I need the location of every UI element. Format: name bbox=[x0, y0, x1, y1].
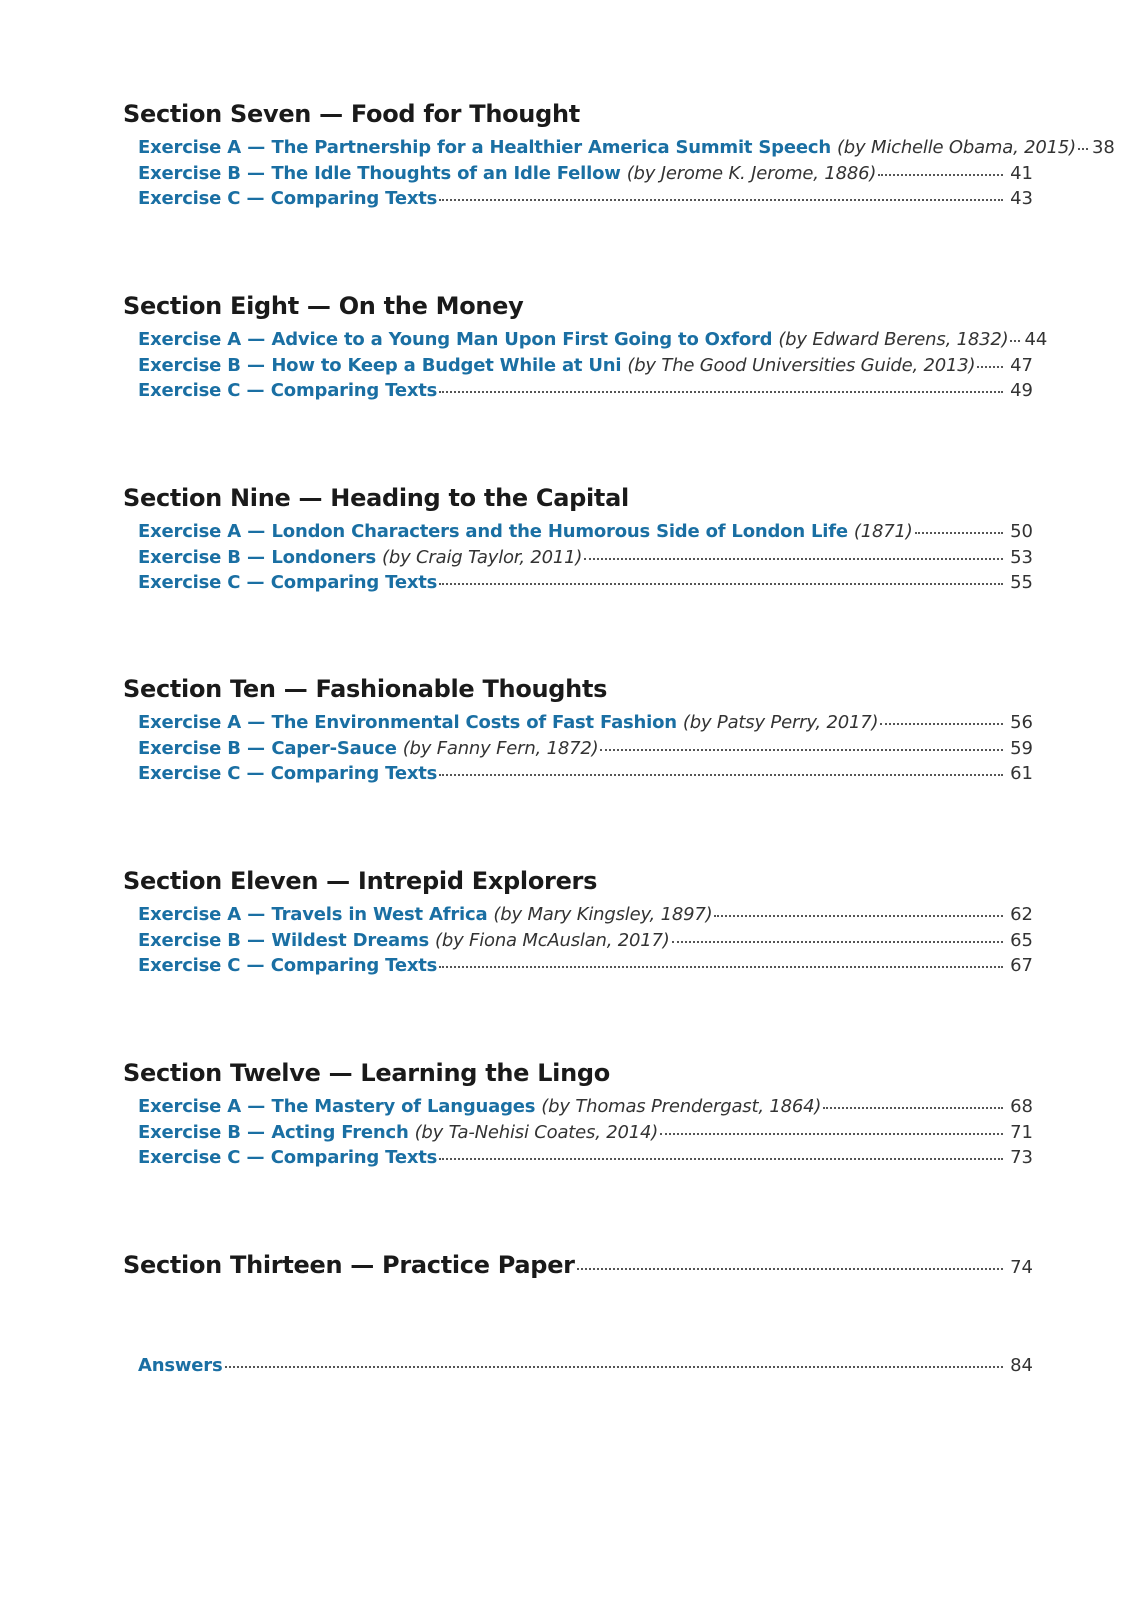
page-number: 53 bbox=[1010, 546, 1033, 568]
exercise-author: (by Jerome K. Jerome, 1886) bbox=[626, 162, 877, 184]
separator: — bbox=[246, 572, 265, 593]
section-eleven bbox=[123, 863, 1033, 979]
toc-entry[interactable] bbox=[138, 353, 1033, 379]
section-title: Section Seven — Food for Thought bbox=[123, 100, 580, 128]
page-number: 55 bbox=[1010, 572, 1033, 593]
dot-leader bbox=[915, 531, 1003, 534]
exercise-label: Exercise A bbox=[138, 712, 241, 733]
exercise-author: (by Thomas Prendergast, 1864) bbox=[541, 1096, 822, 1117]
exercise-label: Exercise B bbox=[138, 546, 241, 568]
page-number: 74 bbox=[1010, 1257, 1033, 1278]
toc-entry[interactable] bbox=[138, 928, 1033, 954]
page-number: 67 bbox=[1010, 955, 1033, 976]
toc-entry[interactable] bbox=[138, 710, 1033, 736]
section-title: Section Eight — On the Money bbox=[123, 292, 524, 320]
exercise-label: Exercise C bbox=[138, 380, 241, 401]
page-number: 61 bbox=[1010, 763, 1033, 784]
answers-label[interactable]: Answers bbox=[138, 1355, 223, 1376]
section-title: Section Eleven — Intrepid Explorers bbox=[123, 867, 598, 895]
dot-leader bbox=[439, 582, 1003, 585]
separator: — bbox=[247, 546, 266, 568]
page-number: 65 bbox=[1010, 929, 1033, 951]
page-number: 62 bbox=[1010, 904, 1033, 925]
exercise-author: (by Fiona McAuslan, 2017) bbox=[435, 929, 670, 951]
page-number: 41 bbox=[1010, 162, 1033, 184]
exercise-label: Exercise B bbox=[138, 1121, 241, 1143]
toc-entry[interactable] bbox=[138, 902, 1033, 928]
exercise-title[interactable]: The Environmental Costs of Fast Fashion bbox=[271, 712, 677, 733]
page-number: 68 bbox=[1010, 1096, 1033, 1117]
separator: — bbox=[247, 354, 266, 376]
separator: — bbox=[247, 929, 266, 951]
exercise-title[interactable]: The Partnership for a Healthier America Summit Speech bbox=[271, 137, 831, 158]
exercise-title[interactable]: How to Keep a Budget While at Uni bbox=[271, 354, 622, 376]
toc-entry[interactable] bbox=[138, 545, 1033, 571]
separator: — bbox=[247, 162, 266, 184]
page-number: 43 bbox=[1010, 188, 1033, 209]
exercise-label: Exercise B bbox=[138, 162, 241, 184]
exercise-author: (by The Good Universities Guide, 2013) bbox=[627, 354, 976, 376]
exercise-label: Exercise C bbox=[138, 1147, 241, 1168]
exercise-author: (by Patsy Perry, 2017) bbox=[682, 712, 879, 733]
separator: — bbox=[246, 1147, 265, 1168]
dot-leader bbox=[439, 773, 1003, 776]
toc-entry[interactable] bbox=[138, 378, 1033, 404]
dot-leader bbox=[600, 748, 1003, 751]
section-title[interactable]: Section Thirteen — Practice Paper bbox=[123, 1251, 575, 1279]
page-number: 56 bbox=[1010, 712, 1033, 733]
section-title: Section Nine — Heading to the Capital bbox=[123, 484, 629, 512]
exercise-author: (by Ta-Nehisi Coates, 2014) bbox=[414, 1121, 659, 1143]
separator: — bbox=[247, 712, 266, 733]
dot-leader bbox=[878, 173, 1003, 176]
exercise-label: Exercise B bbox=[138, 737, 241, 759]
exercise-label: Exercise A bbox=[138, 137, 241, 158]
exercise-title[interactable]: Comparing Texts bbox=[270, 188, 438, 209]
exercise-title[interactable]: Advice to a Young Man Upon First Going to Oxford bbox=[271, 329, 773, 350]
exercise-title[interactable]: Acting French bbox=[271, 1121, 409, 1143]
separator: — bbox=[246, 380, 265, 401]
dot-leader bbox=[439, 1157, 1003, 1160]
toc-entry[interactable] bbox=[138, 186, 1033, 212]
answers-entry[interactable] bbox=[138, 1355, 1033, 1376]
exercise-label: Exercise C bbox=[138, 763, 241, 784]
exercise-author: (by Craig Taylor, 2011) bbox=[382, 546, 583, 568]
section-title: Section Twelve — Learning the Lingo bbox=[123, 1059, 610, 1087]
separator: — bbox=[246, 763, 265, 784]
toc-entry[interactable] bbox=[138, 1120, 1033, 1146]
exercise-author: (by Edward Berens, 1832) bbox=[778, 329, 1009, 350]
page-number: 44 bbox=[1024, 329, 1048, 350]
exercise-title[interactable]: London Characters and the Humorous Side of London Life bbox=[271, 521, 848, 542]
exercise-author: (by Michelle Obama, 2015) bbox=[836, 137, 1076, 158]
exercise-author: (1871) bbox=[853, 521, 913, 542]
dot-leader bbox=[880, 722, 1003, 725]
exercise-label: Exercise C bbox=[138, 188, 241, 209]
toc-entry[interactable] bbox=[138, 736, 1033, 762]
page-number: 50 bbox=[1010, 521, 1033, 542]
exercise-title[interactable]: Caper-Sauce bbox=[271, 737, 397, 759]
separator: — bbox=[247, 1121, 266, 1143]
dot-leader bbox=[823, 1106, 1003, 1109]
exercise-label: Exercise B bbox=[138, 354, 241, 376]
toc-entry[interactable] bbox=[138, 519, 1033, 545]
dot-leader bbox=[439, 198, 1003, 201]
separator: — bbox=[247, 1096, 266, 1117]
exercise-title[interactable]: Comparing Texts bbox=[270, 763, 438, 784]
page-number: 59 bbox=[1010, 737, 1033, 759]
section-seven bbox=[123, 96, 1115, 212]
toc-entry[interactable] bbox=[138, 761, 1033, 787]
page-number: 38 bbox=[1091, 137, 1115, 158]
section-nine bbox=[123, 480, 1033, 596]
exercise-title[interactable]: Wildest Dreams bbox=[271, 929, 430, 951]
section-eight bbox=[123, 288, 1048, 404]
exercise-title[interactable]: Comparing Texts bbox=[270, 955, 438, 976]
practice-paper-entry[interactable] bbox=[123, 1247, 1033, 1283]
exercise-author: (by Fanny Fern, 1872) bbox=[402, 737, 599, 759]
page-number: 73 bbox=[1010, 1147, 1033, 1168]
exercise-title[interactable]: Comparing Texts bbox=[270, 572, 438, 593]
dot-leader bbox=[584, 557, 1003, 560]
page-number: 47 bbox=[1010, 354, 1033, 376]
dot-leader bbox=[577, 1267, 1003, 1270]
exercise-title[interactable]: Travels in West Africa bbox=[271, 904, 488, 925]
toc-entry[interactable] bbox=[138, 1145, 1033, 1171]
page-number: 71 bbox=[1010, 1121, 1033, 1143]
dot-leader bbox=[225, 1365, 1004, 1368]
section-title: Section Ten — Fashionable Thoughts bbox=[123, 675, 608, 703]
dot-leader bbox=[439, 390, 1003, 393]
toc-entry[interactable] bbox=[138, 161, 1033, 187]
dot-leader bbox=[660, 1132, 1003, 1135]
section-twelve bbox=[123, 1055, 1033, 1171]
toc-entry[interactable] bbox=[138, 570, 1033, 596]
separator: — bbox=[247, 137, 266, 158]
exercise-label: Exercise A bbox=[138, 521, 241, 542]
separator: — bbox=[246, 188, 265, 209]
dot-leader bbox=[439, 965, 1003, 968]
dot-leader bbox=[1078, 147, 1088, 150]
dot-leader bbox=[714, 914, 1003, 917]
toc-entry[interactable] bbox=[138, 953, 1033, 979]
exercise-title[interactable]: The Idle Thoughts of an Idle Fellow bbox=[271, 162, 621, 184]
exercise-title[interactable]: The Mastery of Languages bbox=[271, 1096, 536, 1117]
exercise-label: Exercise A bbox=[138, 904, 241, 925]
exercise-title[interactable]: Comparing Texts bbox=[270, 1147, 438, 1168]
exercise-title[interactable]: Comparing Texts bbox=[270, 380, 438, 401]
exercise-label: Exercise A bbox=[138, 329, 241, 350]
toc-entry[interactable] bbox=[138, 1094, 1033, 1120]
exercise-label: Exercise C bbox=[138, 572, 241, 593]
section-ten bbox=[123, 671, 1033, 787]
exercise-title[interactable]: Londoners bbox=[271, 546, 377, 568]
toc-entry[interactable] bbox=[138, 327, 1048, 353]
dot-leader bbox=[977, 365, 1003, 368]
separator: — bbox=[247, 737, 266, 759]
separator: — bbox=[247, 329, 266, 350]
exercise-label: Exercise B bbox=[138, 929, 241, 951]
dot-leader bbox=[672, 940, 1003, 943]
dot-leader bbox=[1010, 339, 1020, 342]
page-number: 84 bbox=[1010, 1355, 1033, 1376]
exercise-label: Exercise C bbox=[138, 955, 241, 976]
separator: — bbox=[247, 904, 266, 925]
page-number: 49 bbox=[1010, 380, 1033, 401]
exercise-label: Exercise A bbox=[138, 1096, 241, 1117]
exercise-author: (by Mary Kingsley, 1897) bbox=[493, 904, 713, 925]
separator: — bbox=[247, 521, 266, 542]
toc-entry[interactable] bbox=[138, 135, 1115, 161]
separator: — bbox=[246, 955, 265, 976]
